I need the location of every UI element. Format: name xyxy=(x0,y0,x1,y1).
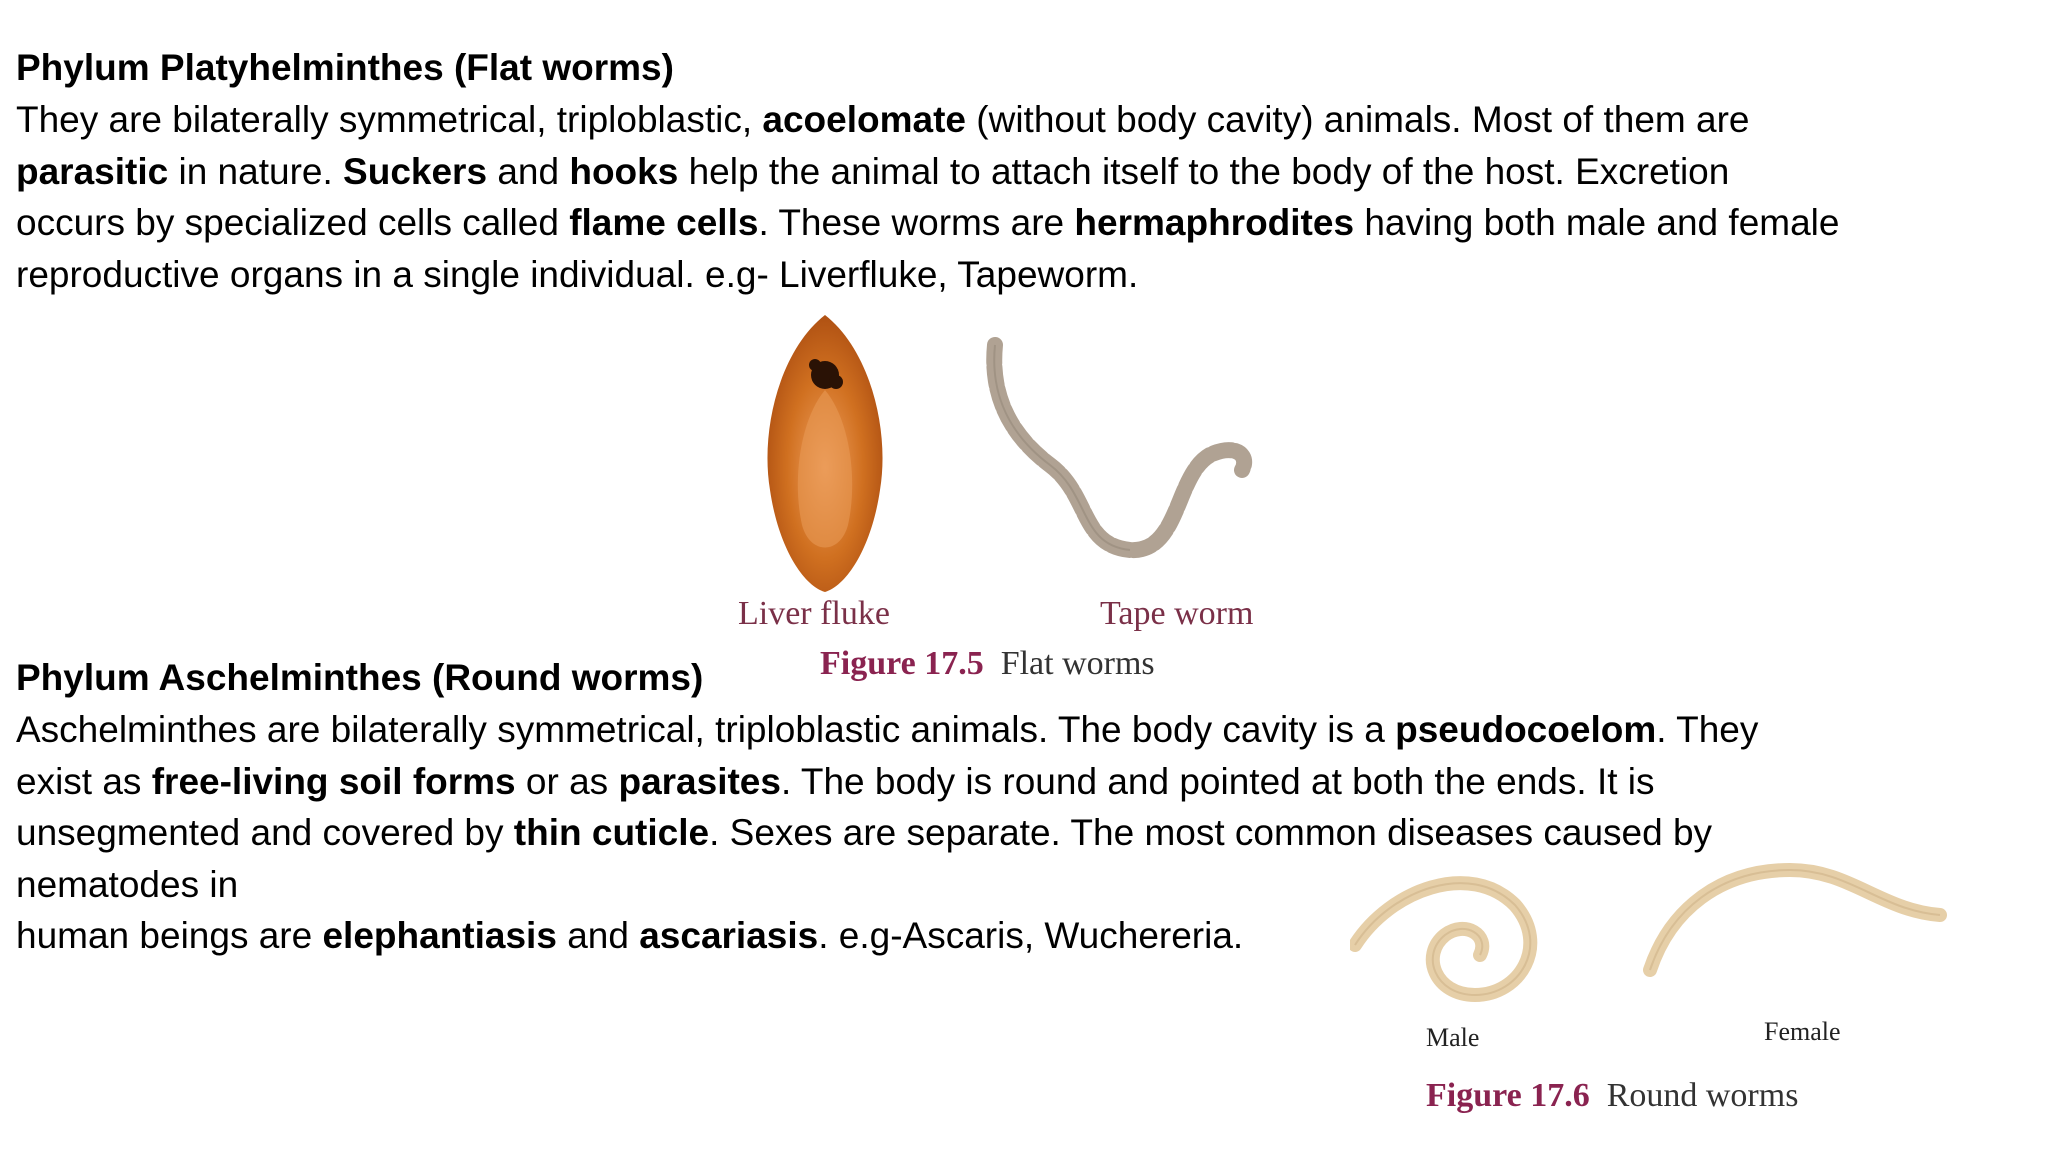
text-run: They are bilaterally symmetrical, triploblastic, xyxy=(16,99,763,140)
liver-fluke-image xyxy=(730,310,920,600)
para-line xyxy=(16,756,2006,808)
text-run: . e.g-Ascaris, Wuchereria. xyxy=(818,915,1244,956)
term-elephantiasis: elephantiasis xyxy=(322,915,557,956)
tape-worm-label: Tape worm xyxy=(1100,595,1254,632)
male-label: Male xyxy=(1426,1023,1480,1052)
term-pseudocoelom: pseudocoelom xyxy=(1395,709,1657,750)
male-roundworm-image xyxy=(1350,860,1560,1010)
text-run: occurs by specialized cells called xyxy=(16,202,570,243)
text-run: and xyxy=(556,915,640,956)
para-line xyxy=(16,807,2006,859)
text-run: exist as xyxy=(16,760,152,802)
para-line: nematodes in xyxy=(16,863,239,905)
figure-number: Figure 17.6 xyxy=(1426,1077,1590,1114)
figure-round-worms xyxy=(1350,855,1950,1145)
liver-fluke-label: Liver fluke xyxy=(738,595,890,632)
text-run: . These worms are xyxy=(758,202,1075,243)
term-acoelomate: acoelomate xyxy=(762,99,966,140)
platyhelminthes-section xyxy=(16,42,2006,300)
term-flame-cells: flame cells xyxy=(569,202,759,243)
female-label: Female xyxy=(1764,1017,1841,1046)
text-run: (without body cavity) animals. Most of them are xyxy=(966,99,1750,140)
text-run: Aschelminthes are bilaterally symmetrical, triploblastic animals. The body cavity is a xyxy=(16,709,1396,750)
platyhelminthes-heading: Phylum Platyhelminthes (Flat worms) xyxy=(16,47,674,88)
term-hooks: hooks xyxy=(569,150,679,192)
term-suckers: Suckers xyxy=(343,150,488,192)
tapeworm-image xyxy=(980,325,1280,585)
para-line xyxy=(16,704,2006,756)
para-line xyxy=(16,197,2006,249)
term-ascariasis: ascariasis xyxy=(639,915,819,956)
para-line xyxy=(16,146,2006,198)
text-run: in nature. xyxy=(168,150,344,192)
text-run: human beings are xyxy=(16,915,323,956)
figure-number: Figure 17.5 xyxy=(820,645,984,682)
figure-17-6-caption xyxy=(1426,1077,1798,1115)
figure-title: Flat worms xyxy=(1000,645,1155,682)
text-run: or as xyxy=(515,760,619,802)
aschelminthes-heading: Phylum Aschelminthes (Round worms) xyxy=(16,657,704,698)
term-parasites: parasites xyxy=(618,760,781,802)
female-roundworm-image xyxy=(1640,860,1950,980)
figure-flat-worms xyxy=(730,305,1290,695)
term-parasitic: parasitic xyxy=(16,150,169,192)
para-line xyxy=(16,94,2006,146)
text-run: . The body is round and pointed at both the ends. It is xyxy=(780,760,1655,802)
text-run: unsegmented and covered by xyxy=(16,812,514,853)
text-run: . They xyxy=(1656,709,1759,750)
para-line: reproductive organs in a single individual. e.g- Liverfluke, Tapeworm. xyxy=(16,253,1139,295)
text-run: . Sexes are separate. The most common diseases caused by xyxy=(709,812,1713,853)
text-run: having both male and female xyxy=(1354,202,1840,243)
term-free-living-soil-forms: free-living soil forms xyxy=(151,760,516,802)
platyhelminthes-paragraph xyxy=(16,94,2006,300)
figure-title: Round worms xyxy=(1606,1077,1799,1114)
term-thin-cuticle: thin cuticle xyxy=(513,812,710,853)
text-run: and xyxy=(487,150,570,192)
text-run: help the animal to attach itself to the body of the host. Excretion xyxy=(678,150,1730,192)
term-hermaphrodites: hermaphrodites xyxy=(1074,202,1355,243)
